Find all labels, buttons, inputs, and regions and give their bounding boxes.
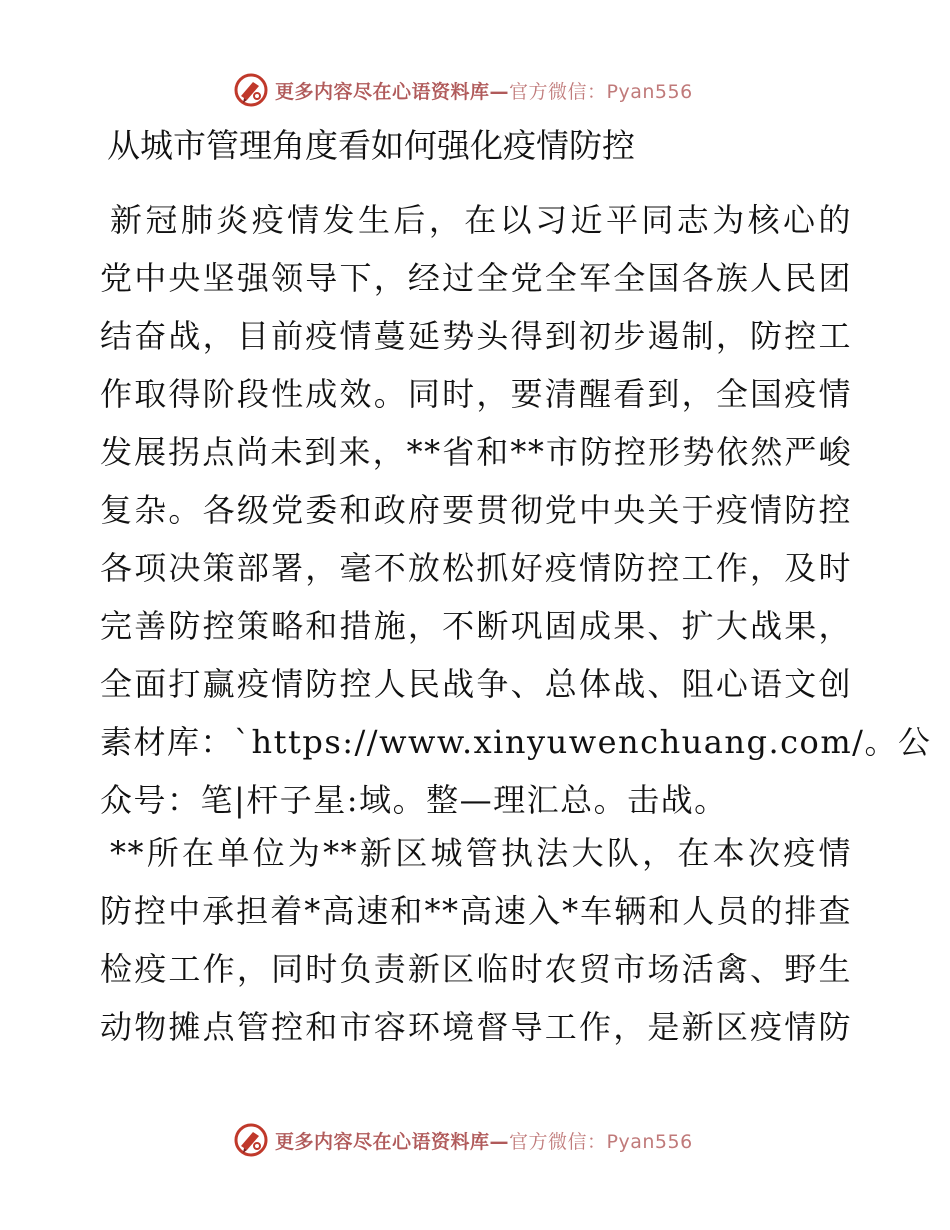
footer-brand: 更多内容尽在心语资料库 <box>275 1130 490 1153</box>
header-dash: — <box>489 80 510 103</box>
paragraph-line-url: 素材库：`https://www.xinyuwenchuang.com/。公 <box>100 723 932 761</box>
paragraph-line: 各项决策部署，毫不放松抓好疫情防控工作，及时 <box>100 549 852 587</box>
paragraph-line: 复杂。各级党委和政府要贯彻党中央关于疫情防控 <box>100 491 852 529</box>
footer-dash: — <box>489 1130 510 1153</box>
header-brand: 更多内容尽在心语资料库 <box>275 80 490 103</box>
document-title: 从城市管理角度看如何强化疫情防控 <box>107 126 635 165</box>
paragraph-line: **所在单位为**新区城管执法大队，在本次疫情 <box>110 834 852 872</box>
paragraph-2 <box>100 824 852 1056</box>
paragraph-1 <box>100 191 932 829</box>
paragraph-line: 完善防控策略和措施，不断巩固成果、扩大战果， <box>100 607 852 645</box>
paragraph-line: 众号：笔|杆子星:域。整—理汇总。击战。 <box>100 781 728 819</box>
footer-wechat: 官方微信：Pyan556 <box>509 1130 693 1153</box>
paragraph-line: 发展拐点尚未到来，**省和**市防控形势依然严峻 <box>100 433 852 471</box>
paragraph-line: 全面打赢疫情防控人民战争、总体战、阻心语文创 <box>100 665 852 703</box>
footer-banner <box>233 1118 753 1162</box>
header-banner-text <box>275 77 693 104</box>
paragraph-line: 检疫工作，同时负责新区临时农贸市场活禽、野生 <box>100 950 852 988</box>
library-logo-icon <box>233 72 269 108</box>
paragraph-line: 防控中承担着*高速和**高速入*车辆和人员的排查 <box>100 892 852 930</box>
library-logo-icon <box>233 1122 269 1158</box>
paragraph-line: 动物摊点管控和市容环境督导工作，是新区疫情防 <box>100 1008 852 1046</box>
footer-banner-text <box>275 1127 693 1154</box>
paragraph-line: 新冠肺炎疫情发生后，在以习近平同志为核心的 <box>110 201 852 239</box>
header-banner <box>233 68 753 112</box>
paragraph-line: 党中央坚强领导下，经过全党全军全国各族人民团 <box>100 259 852 297</box>
paragraph-line: 结奋战，目前疫情蔓延势头得到初步遏制，防控工 <box>100 317 852 355</box>
paragraph-line: 作取得阶段性成效。同时，要清醒看到，全国疫情 <box>100 375 852 413</box>
header-wechat: 官方微信：Pyan556 <box>509 80 693 103</box>
